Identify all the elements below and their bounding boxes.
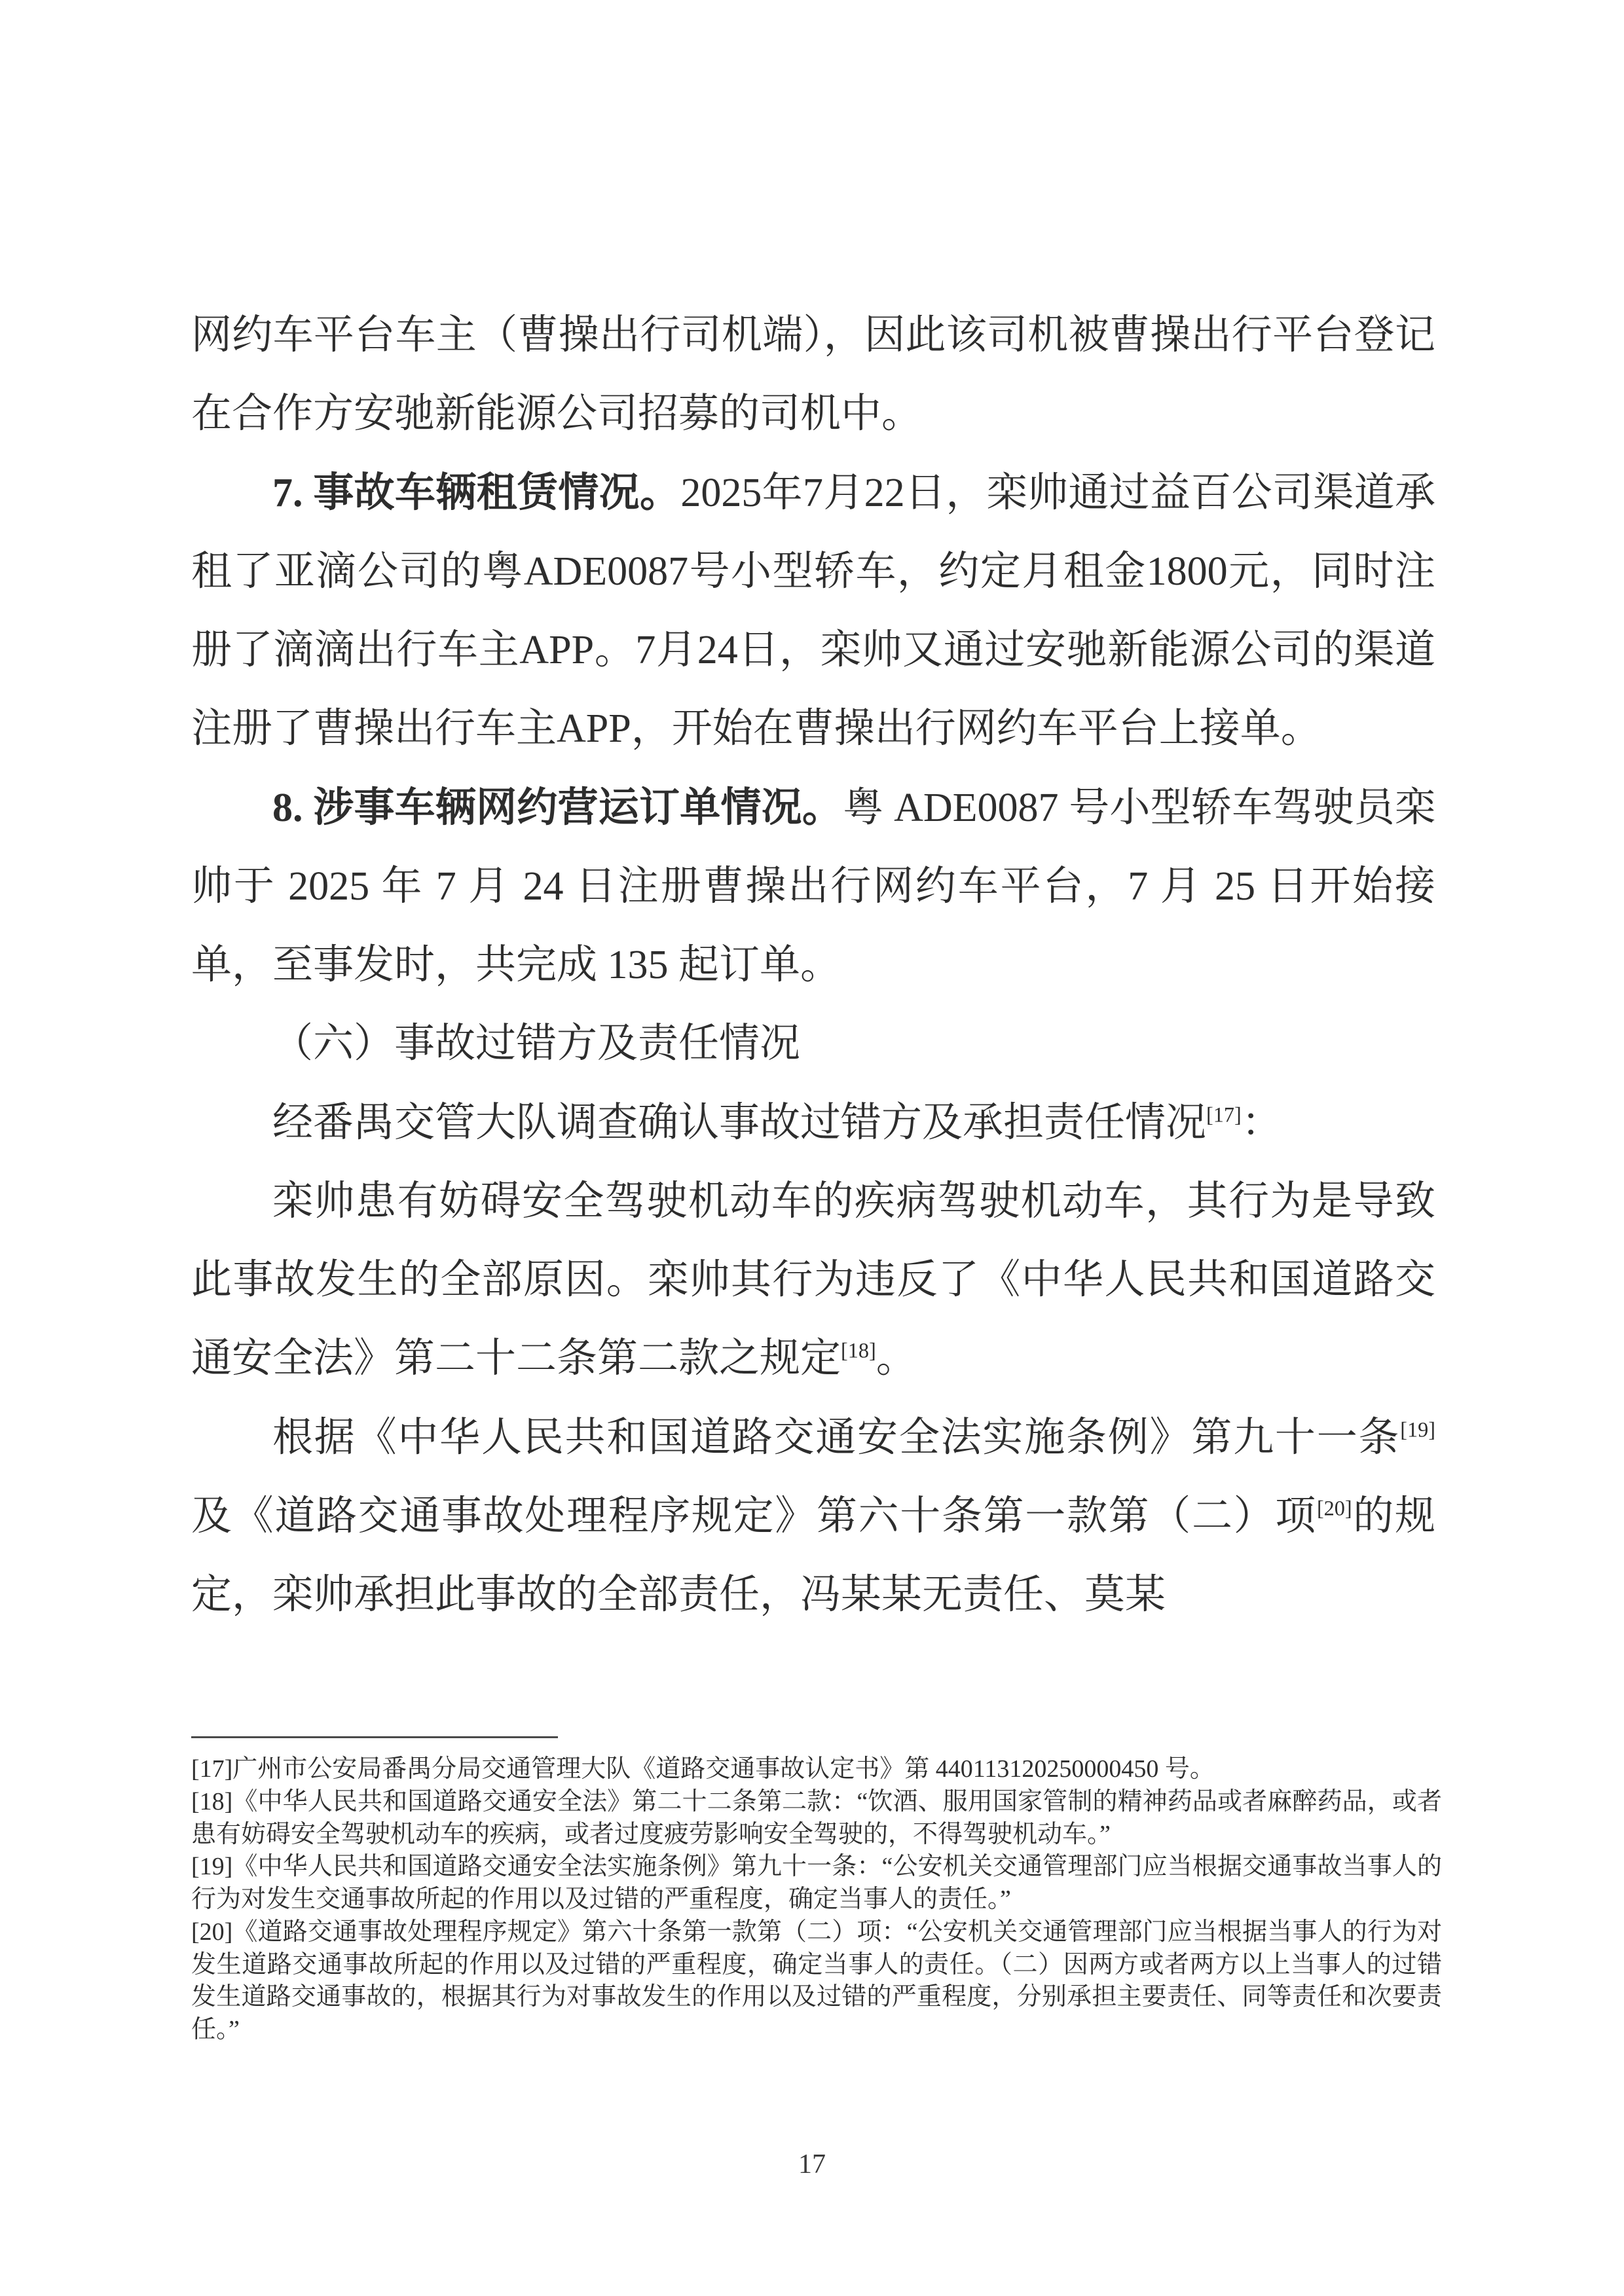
paragraph: [191, 769, 1435, 1005]
text-segment: 的规定，栾帅承担此事故的全部责任，冯某某无责任、莫某: [191, 1493, 1435, 1618]
footnote-ref: [17]: [1206, 1102, 1242, 1126]
paragraph: [191, 1162, 1435, 1398]
text-segment: 7. 事故车辆租赁情况。: [272, 470, 681, 515]
text-segment: （六）事故过错方及责任情况: [272, 1021, 801, 1066]
text-segment: ：: [1241, 1100, 1282, 1145]
text-segment: 。: [876, 1336, 917, 1381]
footnote-separator: [191, 1736, 558, 1738]
paragraph: [191, 1084, 1435, 1162]
text-segment: 根据《中华人民共和国道路交通安全法实施条例》第九十一条: [272, 1415, 1401, 1460]
text-segment: 网约车平台车主（曹操出行司机端），因此该司机被曹操出行平台登记在合作方安驰新能源公司招募的司机中。: [191, 313, 1435, 437]
footnote-ref: [20]: [1316, 1496, 1352, 1520]
text-segment: 2025年7月22日，栾帅通过益百公司渠道承租了亚滴公司的粤ADE0087号小型轿车，约定月租金1800元，同时注册了滴滴出行车主APP。7月24日，栾帅又通过安驰新能源公司的渠道注册了曹操出行车主APP，开始在曹操出行网约车平台上接单。: [191, 470, 1435, 752]
footnote: [20]《道路交通事故处理程序规定》第六十条第一款第（二）项：“公安机关交通管理部门应当根据当事人的行为对发生道路交通事故所起的作用以及过错的严重程度，确定当事人的责任。（二）因两方或者两方以上当事人的过错发生道路交通事故的，根据其行为对事故发生的作用以及过错的严重程度，分别承担主要责任、同等责任和次要责任。”: [191, 1918, 1442, 2044]
paragraph: [191, 296, 1435, 454]
footnote: [18]《中华人民共和国道路交通安全法》第二十二条第二款：“饮酒、服用国家管制的精神药品或者麻醉药品，或者患有妨碍安全驾驶机动车的疾病，或者过度疲劳影响安全驾驶的，不得驾驶机动车。”: [191, 1787, 1442, 1848]
footnote: [17]广州市公安局番禺分局交通管理大队《道路交通事故认定书》第 440113120250000450 号。: [191, 1755, 1215, 1783]
text-segment: 经番禺交管大队调查确认事故过错方及承担责任情况: [272, 1100, 1207, 1145]
text-segment: 粤 ADE0087 号小型轿车驾驶员栾帅于 2025 年 7 月 24 日注册曹操出行网约车平台，7 月 25 日开始接单，至事发时，共完成 135 起订单。: [191, 785, 1435, 988]
body-text: [191, 296, 1435, 1635]
text-segment: 及《道路交通事故处理程序规定》第六十条第一款第（二）项: [191, 1493, 1317, 1539]
text-segment: 8. 涉事车辆网约营运订单情况。: [272, 785, 843, 830]
page-number: 17: [798, 2149, 826, 2179]
paragraph: [191, 1004, 1435, 1083]
footnote-ref: [18]: [841, 1338, 876, 1362]
footnotes: [191, 1753, 1442, 2047]
footnote-ref: [19]: [1400, 1417, 1435, 1442]
paragraph: [191, 454, 1435, 769]
footnote: [19]《中华人民共和国道路交通安全法实施条例》第九十一条：“公安机关交通管理部门应当根据交通事故当事人的行为对发生交通事故所起的作用以及过错的严重程度，确定当事人的责任。”: [191, 1853, 1442, 1914]
text-segment: 栾帅患有妨碍安全驾驶机动车的疾病驾驶机动车，其行为是导致此事故发生的全部原因。栾帅其行为违反了《中华人民共和国道路交通安全法》第二十二条第二款之规定: [191, 1178, 1435, 1381]
paragraph: [191, 1398, 1435, 1635]
